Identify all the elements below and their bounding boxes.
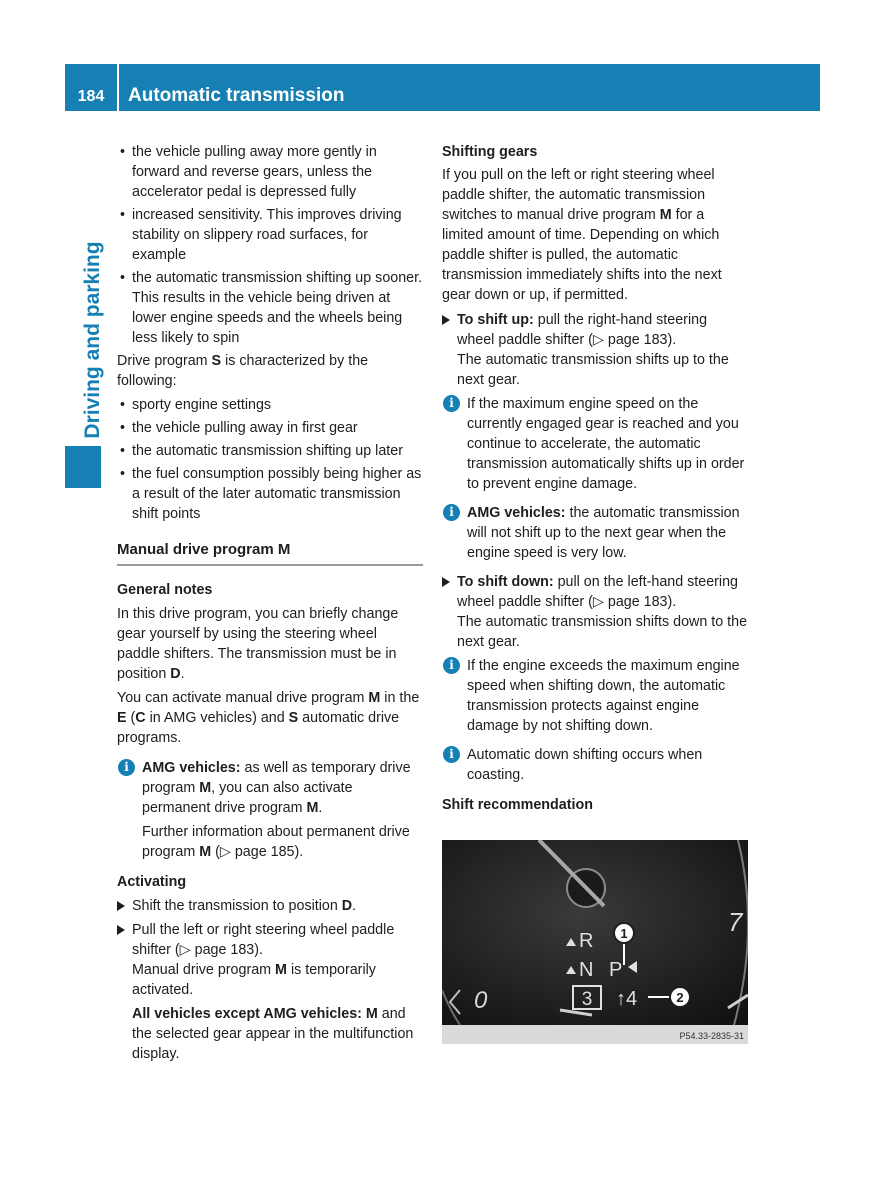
list-item: • the automatic transmission shifting up later [117,441,423,461]
page-number: 184 [77,88,105,105]
list-item: • the vehicle pulling away more gently in forward and reverse gears, unless the accelerator pedal is depressed fully [117,142,423,202]
shift-recommendation-figure [442,840,748,1044]
step-arrow-icon [442,577,450,587]
callout-1-label: 1 [620,926,628,941]
info-icon: i [443,395,460,412]
info-note: i Automatic down shifting occurs when coasting. [442,745,748,785]
gear-n: N [579,959,594,981]
recommended-gear: ↑4 [616,988,638,1010]
figure-code: P54.33-2835-31 [679,1031,744,1041]
subheading-shift-recommendation: Shift recommendation [442,797,593,813]
gear-p: P [609,959,623,981]
info-subtext: Further information about permanent drive program M (▷ page 185). [142,824,410,860]
list-item: • sporty engine settings [117,395,423,415]
subheading-general-notes: General notes [117,582,213,598]
step-arrow-icon [442,315,450,325]
side-tab-marker [65,446,101,488]
list-item: • increased sensitivity. This improves driving stability on slippery road surfaces, for example [117,205,423,265]
step-item: Shift the transmission to position D. [117,896,423,916]
step-arrow-icon [117,901,125,911]
info-icon: i [443,746,460,763]
side-tab-label: Driving and parking [81,241,104,439]
list-item: • the automatic transmission shifting up sooner. This results in the vehicle being driven at lower engine speeds and the wheels being less likely to spin [117,268,423,348]
info-icon: i [443,504,460,521]
section-heading-manual-program: Manual drive program M [117,540,423,566]
gear-r: R [579,930,594,952]
instrument-cluster-image [442,840,748,1044]
info-text: AMG vehicles: as well as temporary drive program M, you can also activate permanent drive program M. [142,760,411,816]
right-column [442,142,748,818]
list-item: • the vehicle pulling away in first gear [117,418,423,438]
info-note: i If the engine exceeds the maximum engine speed when shifting down, the automatic transmission protects against engine damage by not shifting down. [442,656,748,736]
info-icon: i [443,657,460,674]
display-background [442,840,748,1025]
general-notes-paragraph: In this drive program, you can briefly change gear yourself by using the steering wheel paddle shifters. The transmission must be in position D. [117,606,399,682]
shifting-paragraph: If you pull on the left or right steering wheel paddle shifter, the automatic transmission switches to manual drive program M for a limited amount of time. Depending on which paddle shifter is pulled, the automatic transmission immediately shifts into the next gear down or up, if permitted. [442,167,722,303]
left-column [117,142,423,1068]
subheading-shifting-gears: Shifting gears [442,144,538,160]
current-gear: 3 [581,989,593,1010]
step-shift-up: To shift up: pull the right-hand steering wheel paddle shifter (▷ page 183). The automatic transmission shifts up to the next gear. [442,310,748,390]
info-note [117,758,423,862]
program-s-intro: Drive program S is characterized by the following: [117,353,369,389]
step-arrow-icon [117,925,125,935]
step-shift-down: To shift down: pull on the left-hand steering wheel paddle shifter (▷ page 183). The automatic transmission shifts down to the next gear. [442,572,748,652]
step-item: Pull the left or right steering wheel paddle shifter (▷ page 183). Manual drive program M is temporarily activated. All vehicles except AMG vehicles: M and the selected gear appear in the multifunction display. [117,920,423,1064]
scale-number: 0 [474,987,488,1014]
page-title: Automatic transmission [128,85,345,106]
subheading-activating: Activating [117,874,187,890]
general-notes-paragraph: You can activate manual drive program M in the E (C in AMG vehicles) and S automatic drive programs. [117,690,420,746]
scale-number: 7 [728,907,743,937]
callout-2-label: 2 [676,990,684,1005]
list-item: • the fuel consumption possibly being higher as a result of the later automatic transmission shift points [117,464,423,524]
info-note: i If the maximum engine speed on the currently engaged gear is reached and you continue to accelerate, the automatic transmission automatically shifts up in order to prevent engine damage. [442,394,748,494]
header-divider [117,64,119,111]
info-icon: i [118,759,135,776]
info-note: i AMG vehicles: the automatic transmission will not shift up to the next gear when the engine speed is very low. [442,503,748,563]
side-tab [73,240,113,440]
